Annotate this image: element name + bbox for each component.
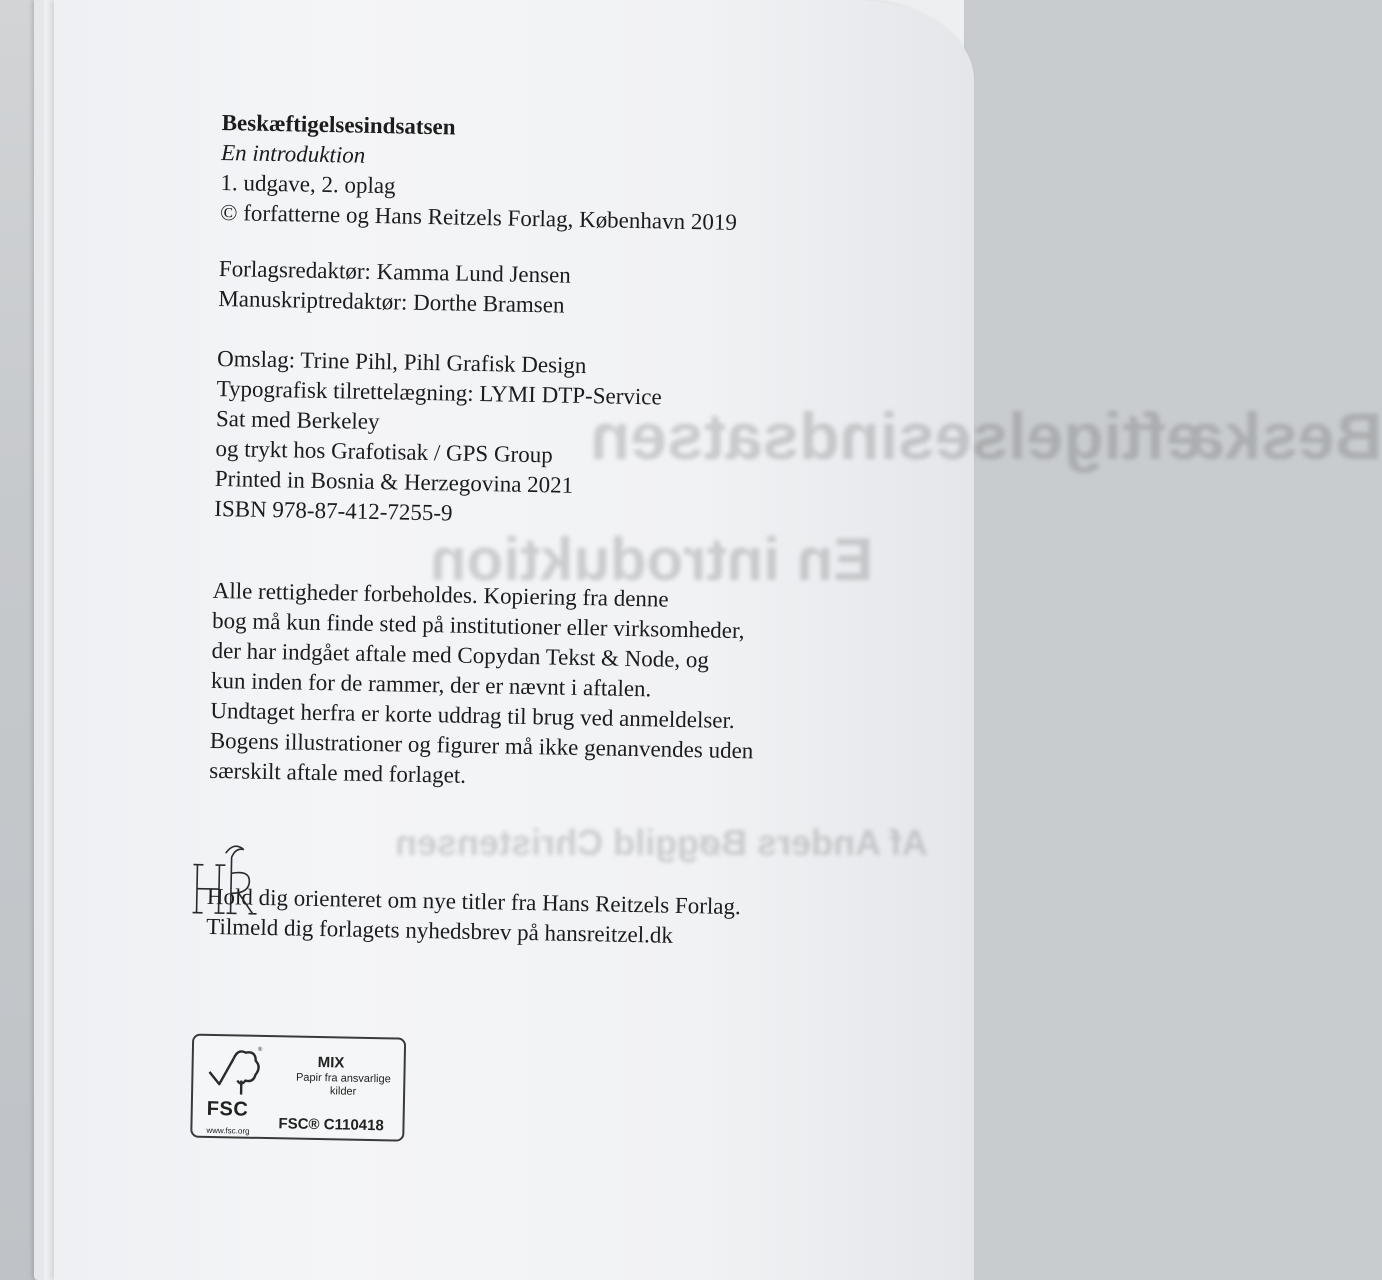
- fsc-paper-source: Papir fra ansvarlige kilder: [295, 1071, 391, 1098]
- isbn-line: ISBN 978-87-412-7255-9: [214, 495, 453, 526]
- rights-line: kun inden for de rammer, der er nævnt i aftalen.: [210, 667, 652, 702]
- copyright-line: © forfatterne og Hans Reitzels Forlag, København 2019: [219, 199, 738, 235]
- newsletter-line: Tilmeld dig forlagets nyhedsbrev på hansreitzel.dk: [206, 913, 674, 948]
- credit-line: Omslag: Trine Pihl, Pihl Grafisk Design: [216, 345, 587, 379]
- newsletter-line: Hold dig orienteret om nye titler fra Hans Reitzels Forlag.: [206, 883, 741, 920]
- rights-line: Alle rettigheder forbeholdes. Kopiering fra denne: [212, 577, 669, 612]
- show-through-author: Af Anders Bøggild Christensen: [395, 822, 928, 863]
- svg-text:®: ®: [257, 1046, 263, 1053]
- colophon-text: [206, 108, 922, 1136]
- fsc-tree-checkmark-icon: [203, 1044, 264, 1099]
- book-title: Beskæftigelsesindsatsen: [221, 109, 456, 140]
- credit-line: Sat med Berkeley: [215, 405, 380, 435]
- fsc-brand: FSC: [206, 1097, 249, 1121]
- rights-line: bog må kun finde sted på institutioner eller virksomheder,: [211, 607, 745, 644]
- credit-line: Typografisk tilrettelægning: LYMI DTP-Service: [216, 375, 662, 410]
- rights-line: særskilt aftale med forlaget.: [209, 757, 467, 788]
- fsc-mix-label: MIX: [317, 1054, 345, 1072]
- rights-line: der har indgået aftale med Copydan Tekst & Node, og: [211, 637, 710, 673]
- edition-line: 1. udgave, 2. oplag: [220, 169, 396, 199]
- fsc-license-code: FSC® C110418: [278, 1115, 384, 1135]
- fsc-url: www.fsc.org: [206, 1125, 250, 1136]
- credit-line: Forlagsredaktør: Kamma Lund Jensen: [218, 255, 572, 288]
- credit-line: Printed in Bosnia & Herzegovina 2021: [214, 465, 574, 498]
- credit-line: Manuskriptredaktør: Dorthe Bramsen: [218, 285, 565, 318]
- book-subtitle: En introduktion: [220, 139, 366, 168]
- hans-reitzel-logo-icon: [190, 843, 272, 925]
- rights-line: Bogens illustrationer og figurer må ikke genanvendes uden: [209, 727, 754, 764]
- rights-line: Undtaget herfra er korte uddrag til brug ved anmeldelser.: [210, 697, 735, 733]
- show-through-subtitle: En introduktion: [430, 526, 874, 593]
- show-through-title: Beskæftigelsesindsatsen: [590, 399, 1382, 473]
- credit-line: og trykt hos Grafotisak / GPS Group: [215, 435, 553, 468]
- fsc-certification-label: [190, 1034, 406, 1142]
